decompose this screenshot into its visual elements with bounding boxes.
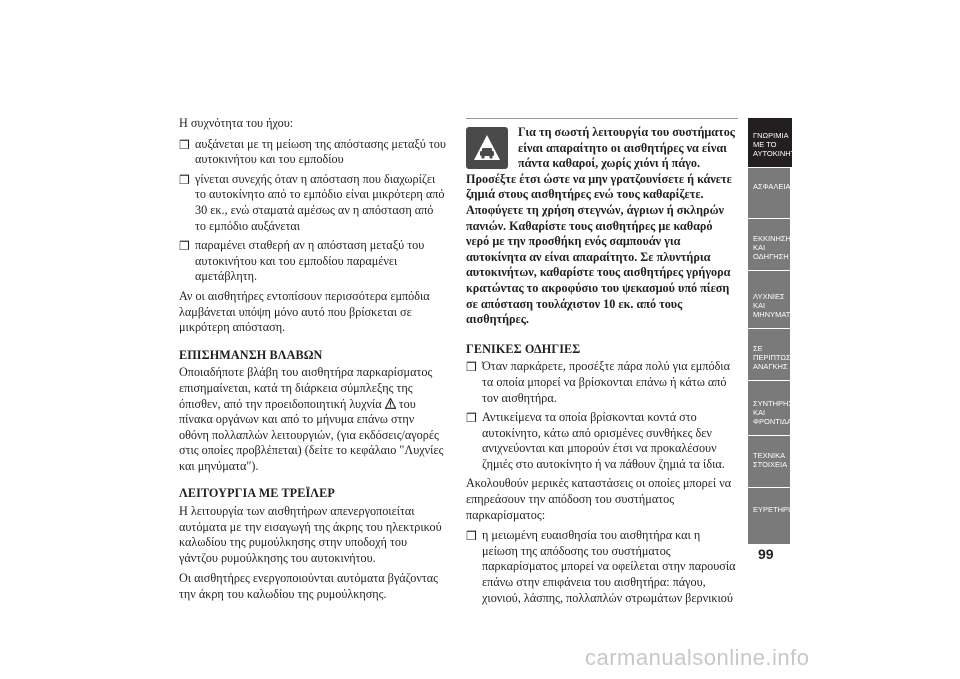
list-item: ❒ γίνεται συνεχής όταν η απόσταση που διαχωρίζει το αυτοκίνητο από το εμπόδιο είναι μικρότερη από 30 εκ., ενώ σταματά αμέσως αν η απόσταση από το εμπόδιο αυξάνεται: [179, 171, 445, 233]
checkbox-bullet-icon: ❒: [179, 239, 190, 254]
tab-getting-to-know[interactable]: ΓΝΩΡΙΜΙΑ ΜΕ ΤΟ ΑΥΤΟΚΙΝΗΤΟ: [748, 118, 792, 168]
warning-triangle-icon: [385, 398, 396, 409]
warning-note: [466, 118, 738, 328]
section-heading: ΕΠΙΣΗΜΑΝΣΗ ΒΛΑΒΩΝ: [179, 347, 323, 362]
chapter-tabs: [748, 118, 801, 544]
list-item: ❒ η μειωμένη ευαισθησία του αισθητήρα και η μείωση της απόδοσης του συστήματος παρκαρίσματος μπορεί να οφείλεται στην παρουσία επάνω στην επιφάνεια του αισθητήρα: πάγου, χιονιού, λάσπης, πολλαπλών στρωμάτων βερνικιού: [466, 528, 736, 605]
checkbox-bullet-icon: ❒: [466, 529, 477, 544]
left-column: [179, 116, 447, 608]
tab-index[interactable]: ΕΥΡΕΤΗΡΙΟ: [753, 505, 796, 514]
tab-technical[interactable]: ΤΕΧΝΙΚΑ ΣΤΟΙΧΕΙΑ: [748, 438, 790, 488]
section-heading: ΛΕΙΤΟΥΡΓΙΑ ΜΕ ΤΡΕΪΛΕΡ: [179, 486, 335, 501]
right-column: [466, 118, 738, 610]
tab-emergency[interactable]: ΣΕ ΠΕΡΙΠΤΩΣΗ ΑΝΑΓΚΗΣ: [748, 331, 790, 381]
checkbox-bullet-icon: ❒: [466, 411, 477, 426]
checkbox-bullet-icon: ❒: [179, 172, 190, 187]
page-number: 99: [758, 546, 774, 562]
list-item: ❒ Αντικείμενα τα οποία βρίσκονται κοντά στο αυτοκίνητο, κάτω από ορισμένες συνθήκες δεν ανιχνεύονται και μπορούν έτσι να προκαλέσουν ζημιές στο αυτοκίνητο ή να πάθουν ζημιά τα ίδια.: [466, 410, 725, 471]
paragraph: Η λειτουργία των αισθητήρων απενεργοποιείται αυτόματα με την εισαγωγή της άκρης του ηλεκτρικού καλωδίου της ρυμούλκησης στην υποδοχή του γάντζου ρυμούλκησης του αυτοκινήτου.: [179, 504, 442, 565]
list-item: ❒ παραμένει σταθερή αν η απόσταση μεταξύ του αυτοκινήτου και του εμποδίου παραμένει αμετάβλητη.: [179, 238, 425, 284]
list-item: ❒ Όταν παρκάρετε, προσέξτε πάρα πολύ για εμπόδια τα οποία μπορεί να βρίσκονται επάνω ή κάτω από τον αισθητήρα.: [466, 359, 730, 405]
warning-note-text: Για τη σωστή λειτουργία του συστήματος είναι απαραίτητο οι αισθητήρες να είναι πάντα καθαροί, χωρίς χιόνι ή πάγο. Προσέξτε έτσι ώστε να μην γρατζουνίσετε ή κάνετε ζημιά στους αισθητήρες ενώ τους καθαρίζετε. Αποφύγετε τη χρήση στεγνών, άγριων ή σκληρών πανιών. Καθαρίστε τους αισθητήρες με καθαρό νερό με την προσθήκη ενός σαμπουάν για αυτοκίνητα αν είναι απαραίτητο. Σε πλυντήρια αυτοκινήτων, καθαρίστε τους αισθητήρες γρήγορα κρατώντας το ακροφύσιο του ψεκασμού υπό πίεση σε απόσταση τουλάχιστον 10 εκ. από τους αισθητήρες.: [466, 125, 735, 327]
paragraph: Αν οι αισθητήρες εντοπίσουν περισσότερα εμπόδια λαμβάνεται υπόψη μόνο αυτό που βρίσκεται σε μικρότερη απόσταση.: [179, 288, 430, 335]
checkbox-bullet-icon: ❒: [466, 360, 477, 375]
tab-warnings[interactable]: ΛΥΧΝΙΕΣ ΚΑΙ ΜΗΝΥΜΑΤΑ: [748, 279, 790, 329]
tab-starting-driving[interactable]: ΕΚΚΙΝΗΣΗ ΚΑΙ ΟΔΗΓΗΣΗ: [748, 221, 790, 271]
tab-safety[interactable]: ΑΣΦΑΛΕΙΑ: [748, 169, 790, 219]
checkbox-bullet-icon: ❒: [179, 137, 190, 152]
paragraph: Ακολουθούν μερικές καταστάσεις οι οποίες μπορεί να επηρεάσουν την απόδοση του συστήματος παρκαρίσματος:: [466, 476, 732, 522]
intro-text: Η συχνότητα του ήχου:: [179, 116, 294, 130]
paragraph: Οι αισθητήρες ενεργοποιούνται αυτόματα βγάζοντας την άκρη του καλωδίου της ρυμούλκησης.: [179, 571, 438, 602]
section-heading: ΓΕΝΙΚΕΣ ΟΔΗΓΙΕΣ: [466, 341, 581, 356]
paragraph: Οποιαδήποτε βλάβη του αισθητήρα παρκαρίσματος επισημαίνεται, κατά τη διάρκεια σύμπλεξης της όπισθεν, από την προειδοποιητική λυχνία του πίνακα οργάνων και από το μήνυμα επάνω στην οθόνη πολλαπλών λειτουργιών, (για εκδόσεις/αγορές στις οποίες προβλέπεται) (δείτε το κεφάλαιο "Λυχνίες και μηνύματα").: [179, 365, 444, 473]
watermark: carmanualsonline.info: [585, 645, 810, 670]
caution-road-icon: [466, 127, 508, 169]
list-item: ❒ αυξάνεται με τη μείωση της απόστασης μεταξύ του αυτοκινήτου και του εμποδίου: [179, 136, 446, 167]
tab-maintenance[interactable]: ΣΥΝΤΗΡΗΣΗ ΚΑΙ ΦΡΟΝΤΙΔΑ: [748, 386, 790, 436]
